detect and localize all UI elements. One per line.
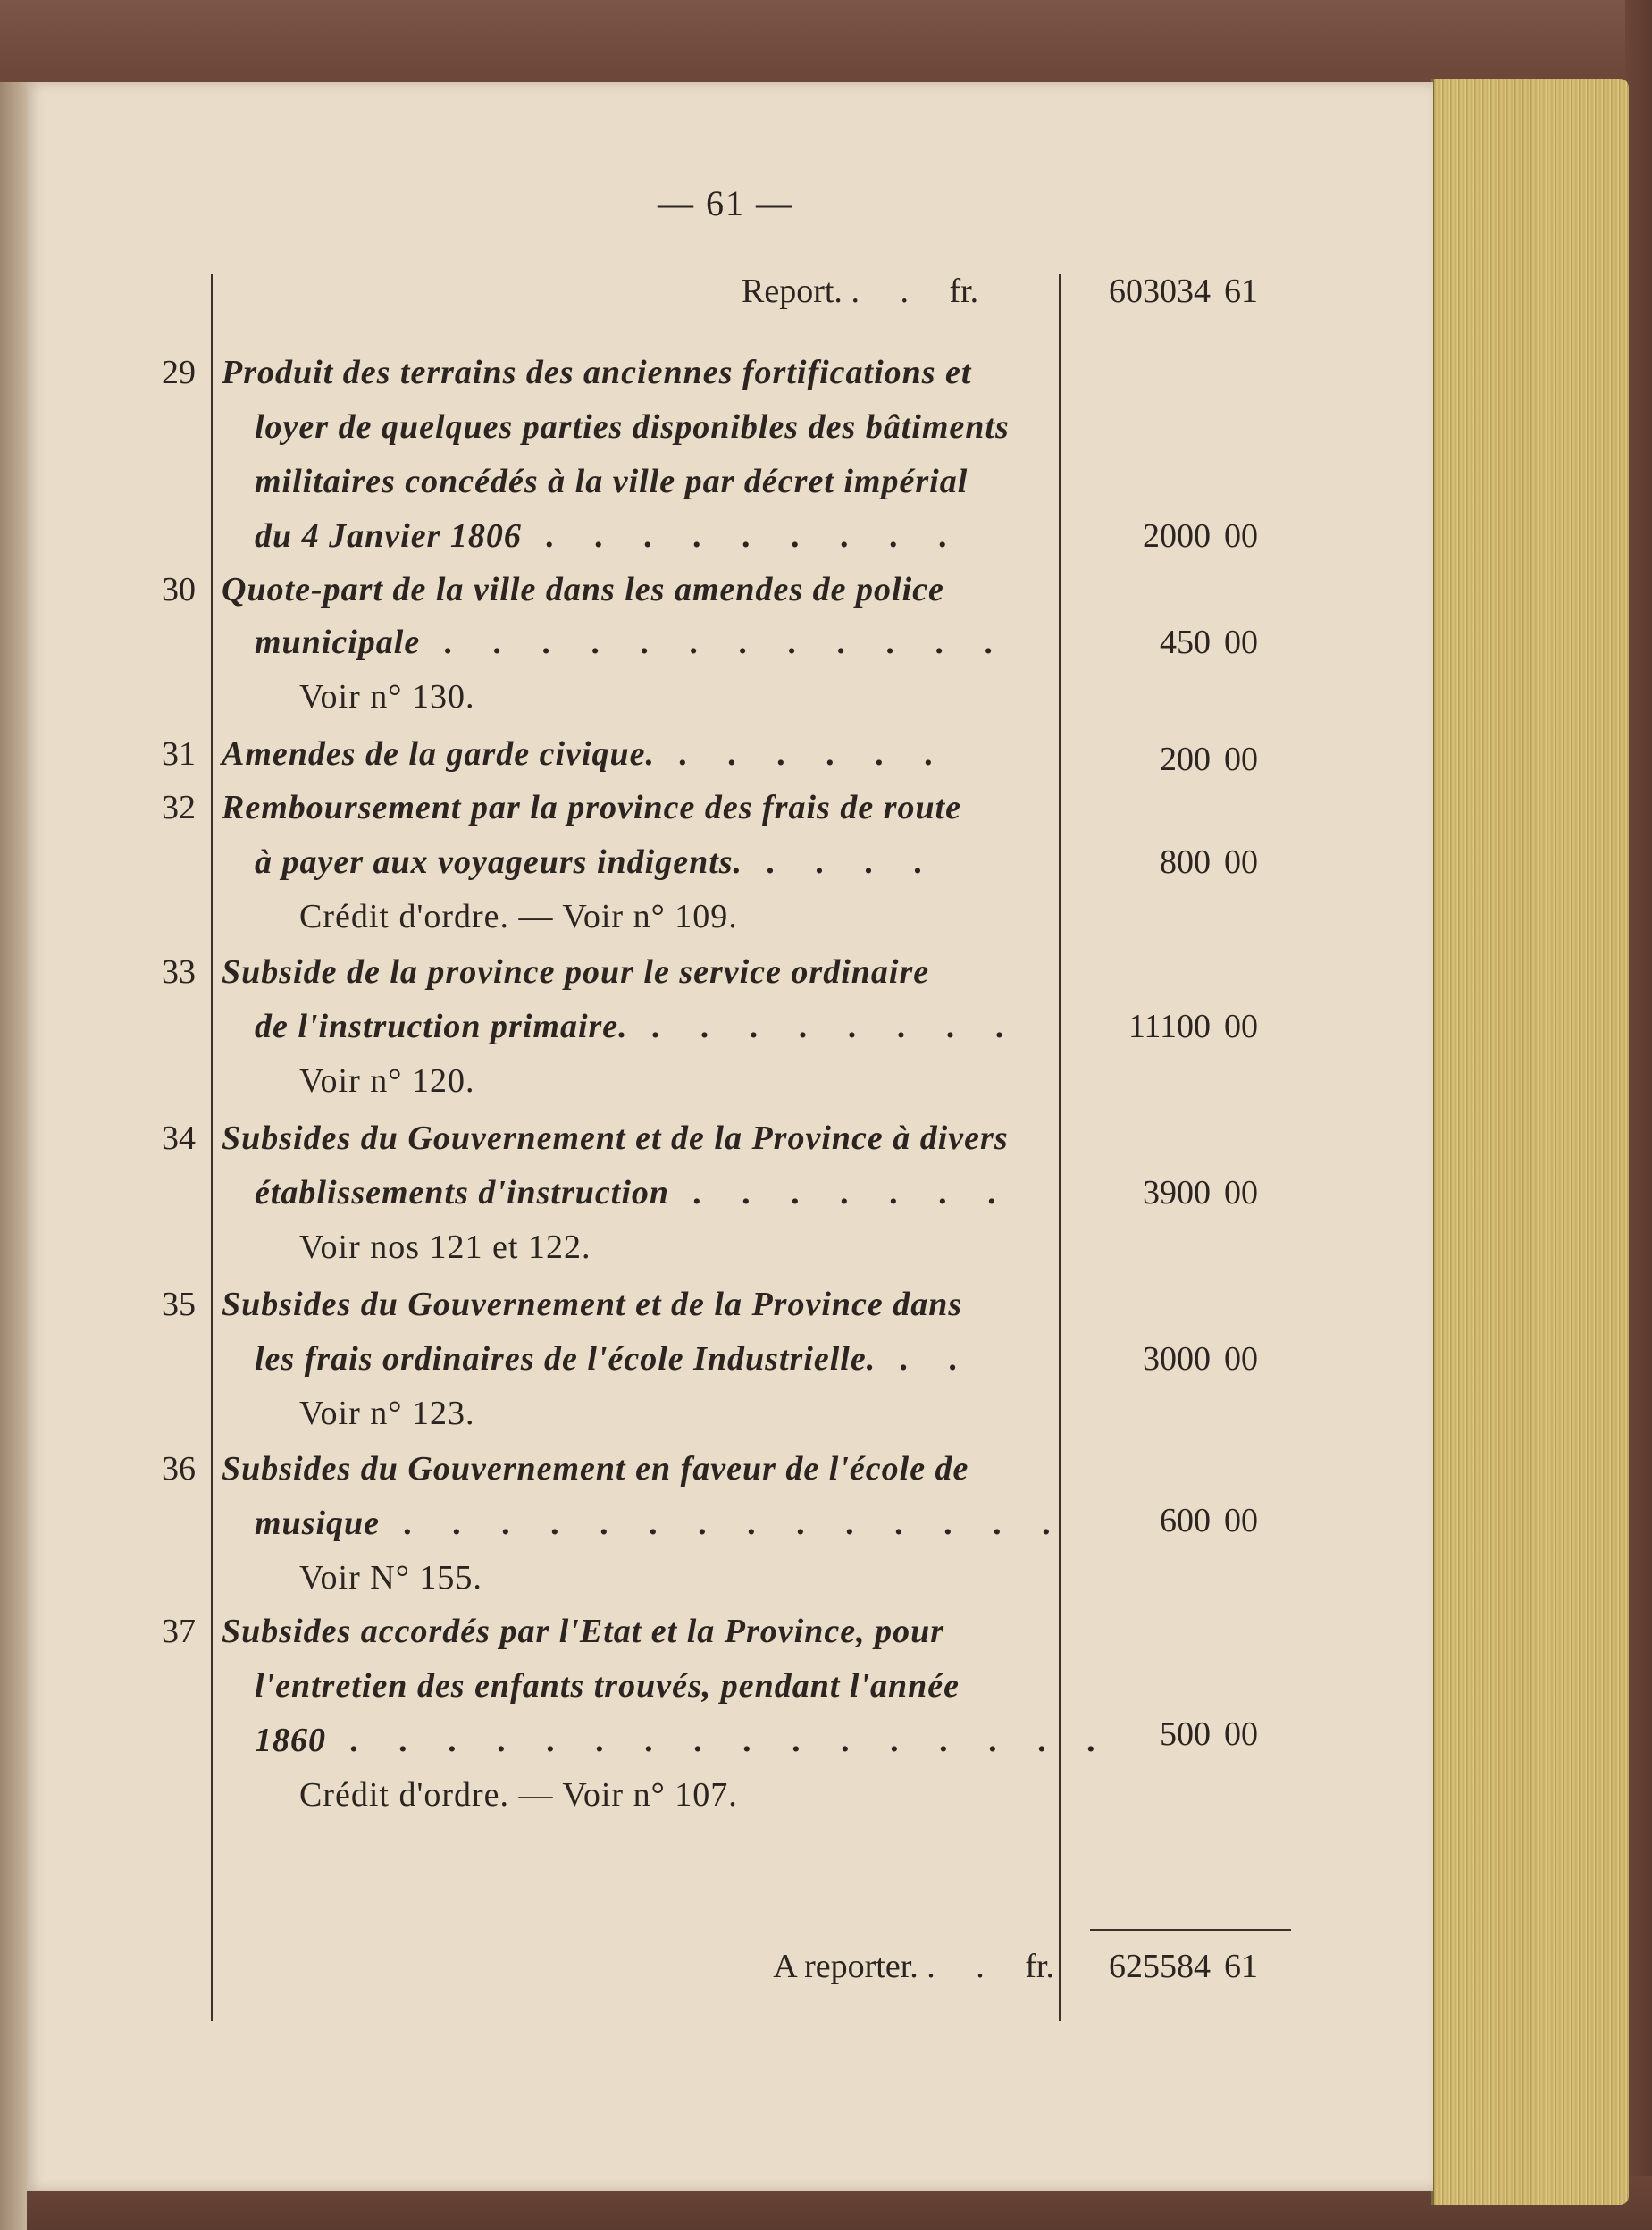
entry-text: à payer aux voyageurs indigents. <box>255 843 743 881</box>
carry-forward-currency: fr. <box>1025 1948 1054 1985</box>
entry-note: Voir n° 120. <box>299 1062 475 1100</box>
entry-text: musique <box>255 1505 381 1542</box>
entry-francs: 500 <box>1160 1715 1211 1753</box>
entry-number: 34 <box>162 1119 196 1157</box>
entry-number: 37 <box>162 1613 196 1650</box>
entry-note: Crédit d'ordre. — Voir n° 107. <box>299 1776 738 1814</box>
entry-text-line: Produit des terrains des anciennes fortifications et <box>222 354 972 391</box>
entry-cents: 00 <box>1224 843 1258 881</box>
entry-note: Crédit d'ordre. — Voir n° 109. <box>299 898 738 935</box>
leader-dots: . . . . <box>742 843 940 881</box>
entry-number: 36 <box>162 1450 196 1488</box>
entry-cents: 00 <box>1224 1715 1258 1753</box>
total-rule <box>1090 1929 1291 1931</box>
facing-page-edge <box>0 82 27 2230</box>
page-number: — 61 — <box>658 183 793 223</box>
entry-text: établissements d'instruction <box>255 1174 670 1211</box>
leader-dots: . . . . . . <box>654 735 950 773</box>
entry-text-line <box>255 1173 1013 1212</box>
entry-cents: 00 <box>1224 1340 1258 1378</box>
report-francs: 603034 <box>1109 272 1211 310</box>
entry-francs: 2000 <box>1143 517 1211 555</box>
entry-text: les frais ordinaires de l'école Industrielle. <box>255 1340 876 1378</box>
carry-forward-francs: 625584 <box>1109 1948 1211 1985</box>
entry-francs: 200 <box>1160 741 1211 778</box>
gilt-page-edges <box>1431 79 1629 2205</box>
book-cover-right <box>1625 0 1652 2230</box>
entry-cents: 00 <box>1224 1174 1258 1211</box>
leader-dots: . . <box>876 1340 975 1378</box>
entry-number: 35 <box>162 1286 196 1323</box>
entry-francs: 11100 <box>1128 1008 1211 1045</box>
leader-dots: . . <box>851 272 950 310</box>
entry-number: 32 <box>162 789 196 826</box>
entry-note: Voir n° 123. <box>299 1395 475 1432</box>
entry-text-line <box>255 843 939 882</box>
entry-text-line: Quote-part de la ville dans les amendes de police <box>222 571 944 608</box>
entry-note: Voir n° 130. <box>299 678 475 716</box>
entry-text-line: l'entretien des enfants trouvés, pendant l'année <box>255 1667 960 1705</box>
entry-cents: 00 <box>1224 624 1258 661</box>
entry-francs: 3000 <box>1143 1340 1211 1378</box>
leader-dots: . . . . . . . . . . . . <box>420 624 1010 661</box>
book-page <box>27 82 1433 2191</box>
leader-dots: . . . . . . . . . . . . . . . . <box>326 1722 1112 1759</box>
entry-text-line <box>222 734 950 774</box>
entry-text-line <box>255 1007 1021 1046</box>
leader-dots: . . . . . . . <box>669 1174 1014 1211</box>
entry-francs: 3900 <box>1143 1174 1211 1211</box>
entry-text-line: Remboursement par la province des frais de route <box>222 789 962 826</box>
report-label <box>742 272 979 311</box>
report-cents: 61 <box>1224 272 1258 310</box>
entry-number: 33 <box>162 953 196 991</box>
entry-text-line <box>255 1339 974 1379</box>
entry-note: Voir N° 155. <box>299 1559 482 1597</box>
entry-francs: 800 <box>1160 843 1211 881</box>
carry-forward-cents: 61 <box>1224 1948 1258 1985</box>
entry-text-line <box>255 1721 1112 1760</box>
entry-text-line: Subsides du Gouvernement en faveur de l'école de <box>222 1450 969 1488</box>
entry-text: 1860 <box>255 1722 326 1759</box>
report-text: Report. <box>742 272 843 310</box>
entry-text-line: militaires concédés à la ville par décret impérial <box>255 463 969 500</box>
entry-text: municipale <box>255 624 421 661</box>
leader-dots: . . . . . . . . . . . . . . <box>380 1505 1069 1542</box>
entry-text-line: Subsides du Gouvernement et de la Province dans <box>222 1286 963 1323</box>
book-cover-top <box>0 0 1652 82</box>
entry-text: de l'instruction primaire. <box>255 1008 628 1045</box>
entry-text-line: Subside de la province pour le service ordinaire <box>222 953 930 991</box>
entry-text-line <box>255 623 1010 662</box>
entry-cents: 00 <box>1224 1502 1258 1539</box>
entry-text-line: Subsides du Gouvernement et de la Province à divers <box>222 1119 1009 1157</box>
entry-text: du 4 Janvier 1806 <box>255 517 522 555</box>
entry-cents: 00 <box>1224 517 1258 555</box>
leader-dots: . . . . . . . . <box>627 1008 1021 1045</box>
entry-cents: 00 <box>1224 1008 1258 1045</box>
carry-forward-text: A reporter. <box>773 1948 918 1985</box>
entry-cents: 00 <box>1224 741 1258 778</box>
entry-text-line <box>255 1504 1068 1543</box>
entry-text-line: Subsides accordés par l'Etat et la Province, pour <box>222 1613 944 1650</box>
entry-text-line: loyer de quelques parties disponibles des bâtiments <box>255 408 1010 446</box>
entry-francs: 450 <box>1160 624 1211 661</box>
entry-number: 30 <box>162 571 196 608</box>
leader-dots: . . <box>927 1948 1026 1985</box>
report-currency: fr. <box>949 272 979 310</box>
entry-number: 31 <box>162 735 196 773</box>
entry-text: Amendes de la garde civique. <box>222 735 655 773</box>
entry-francs: 600 <box>1160 1502 1211 1539</box>
carry-forward-label <box>679 1947 1054 1986</box>
entry-text-line <box>255 516 964 556</box>
entry-number: 29 <box>162 354 196 391</box>
entry-note: Voir nos 121 et 122. <box>299 1228 591 1266</box>
leader-dots: . . . . . . . . . <box>521 517 964 555</box>
